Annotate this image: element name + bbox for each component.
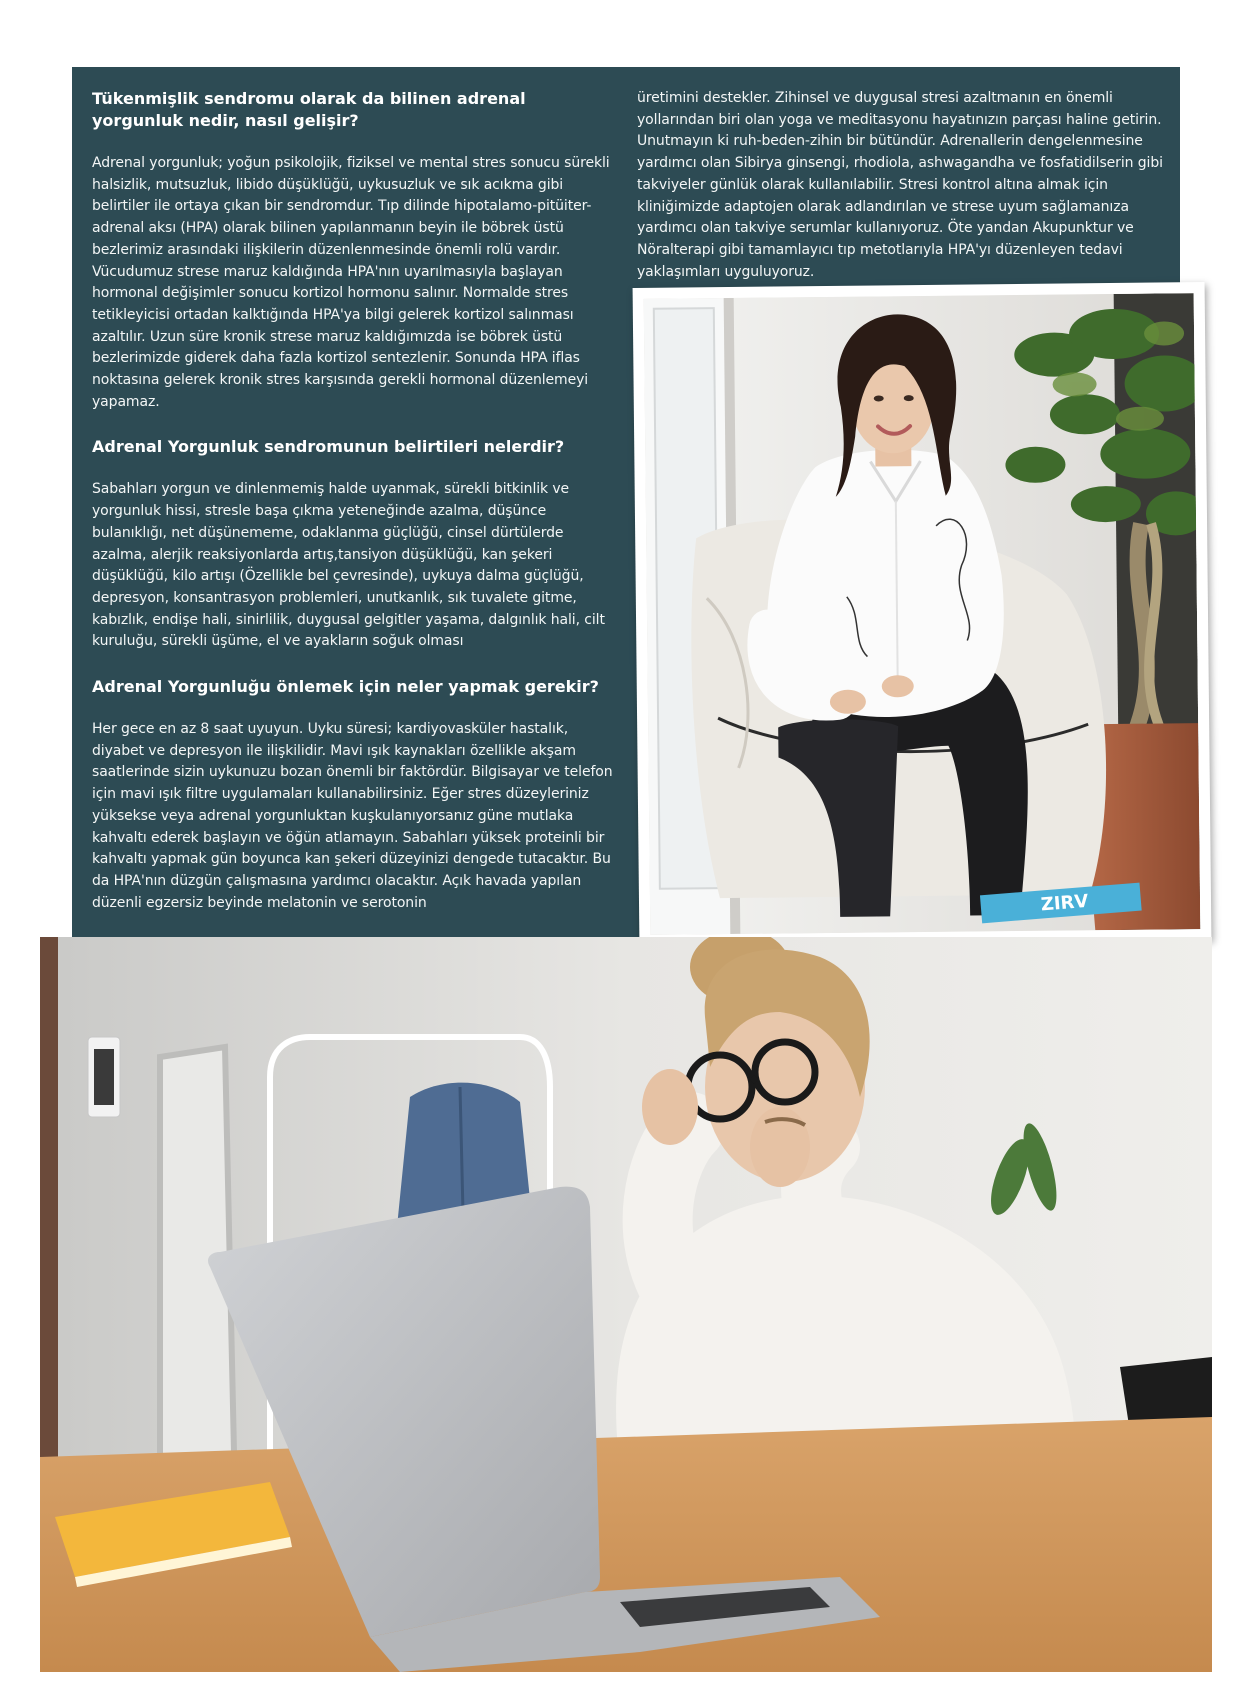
section-body-what-is: Adrenal yorgunluk; yoğun psikolojik, fiziksel ve mental stres sonucu sürekli halsizlik, mutsuzluk, libido düşüklüğü, uykusuzluk ve sık acıkma gibi belirtiler ile ortaya çıkan bir sendromdur. Tıp dilinde hipotalamo-pitüiter-adrenal aksı (HPA) olarak bilinen yapılanmanın beyin ile böbrek üstü bezlerimiz arasındaki ilişkilerin düzenlenmesinde önemli rolü vardır. Vücudumuz strese maruz kaldığında HPA'nın uyarılmasıyla başlayan hormonal değişimler sonucu kortizol hormonu salınır. Normalde stres tetikleyicisi ortadan kalktığında HPA'ya bilgi gelerek kortizol salınması azaltılır. Uzun süre kronik strese maruz kaldığımızda ise böbrek üstü bezlerimizde giderek daha fazla kortizol sentezlenir. Sonunda HPA iflas noktasına gelerek kronik stres karşısında gerekli hormonal düzenlemeyi yapamaz.	[92, 155, 610, 410]
left-text-column	[92, 88, 616, 914]
magazine-cover-text: ZIRV	[1040, 890, 1090, 916]
section-body-continued: üretimini destekler. Zihinsel ve duygusal stresi azaltmanın en önemli yollarından biri olan yoga ve meditasyonu hayatınızın parçası haline getirin. Unutmayın ki ruh-beden-zihin bir bütündür. Adrenallerin dengelenmesine yardımcı olan Sibirya ginsengi, rhodiola, ashwagandha ve fosfatidilserin gibi takviyeler günlük olarak kullanılabilir. Stresi kontrol altına almak için kliniğimizde adaptojen olarak adlandırılan ve strese uyum sağlamanıza yardımcı olan takviye serumlar kullanıyoruz. Öte yandan Akupunktur ve Nöralterapi gibi tamamlayıcı tıp metotlarıyla HPA'yı düzenleyen tedavi yaklaşımları uyguluyoruz.	[637, 90, 1163, 280]
portrait-photo	[644, 293, 1201, 935]
section-body-symptoms: Sabahları yorgun ve dinlenmemiş halde uyanmak, sürekli bitkinlik ve yorgunluk hissi, stresle başa çıkma yeteneğinde azalma, düşünce bulanıklığı, net düşünememe, odaklanma güçlüğü, cinsel dürtülerde azalma, alerjik reaksiyonlarda artış,tansiyon düşüklüğü, kan şekeri düşüklüğü, kilo artışı (Özellikle bel çevresinde), uykuya dalma güçlüğü, depresyon, konsantrasyon problemleri, unutkanlık, sık tuvalete gitme, kabızlık, endişe hali, sinirlilik, duygusal gelgitler yaşama, dalgınlık hali, cilt kuruluğu, sürekli üşüme, el ve ayakların soğuk olması	[92, 481, 605, 650]
section-body-prevention: Her gece en az 8 saat uyuyun. Uyku süresi; kardiyovasküler hastalık, diyabet ve depresyon ile ilişkilidir. Mavi ışık kaynakları özellikle akşam saatlerinde sizin uykunuzu bozan önemli bir faktördür. Bilgisayar ve telefon için mavi ışık filtre uygulamaları kullanabilirsiniz. Eğer stres düzeyleriniz yüksekse veya adrenal yorgunluktan kuşkulanıyorsanız güne mutlaka kahvaltı ederek başlayın ve öğün atlamayın. Sabahları yüksek proteinli bir kahvaltı yapmak gün boyunca kan şekeri düzeyinizi dengede tutacaktır. Bu da HPA'nın düzgün çalışmasına yardımcı olacaktır. Açık havada yapılan düzenli egzersiz beyinde melatonin ve serotonin	[92, 721, 613, 911]
section-heading-symptoms: Adrenal Yorgunluk sendromunun belirtileri nelerdir?	[92, 437, 565, 457]
portrait-photo-frame	[633, 282, 1212, 946]
page-number: 115	[1191, 1683, 1214, 1696]
section-heading-what-is: Tükenmişlik sendromu olarak da bilinen adrenal yorgunluk nedir, nasıl gelişir?	[92, 89, 526, 130]
bottom-photo-tired-woman	[40, 937, 1212, 1672]
footer-site: zirvedekiler.kim	[1095, 1683, 1183, 1696]
section-heading-prevention: Adrenal Yorgunluğu önlemek için neler yapmak gerekir?	[92, 677, 599, 697]
right-text-column	[637, 88, 1167, 283]
footer-divider	[1186, 1684, 1187, 1696]
page-footer	[1095, 1683, 1214, 1696]
